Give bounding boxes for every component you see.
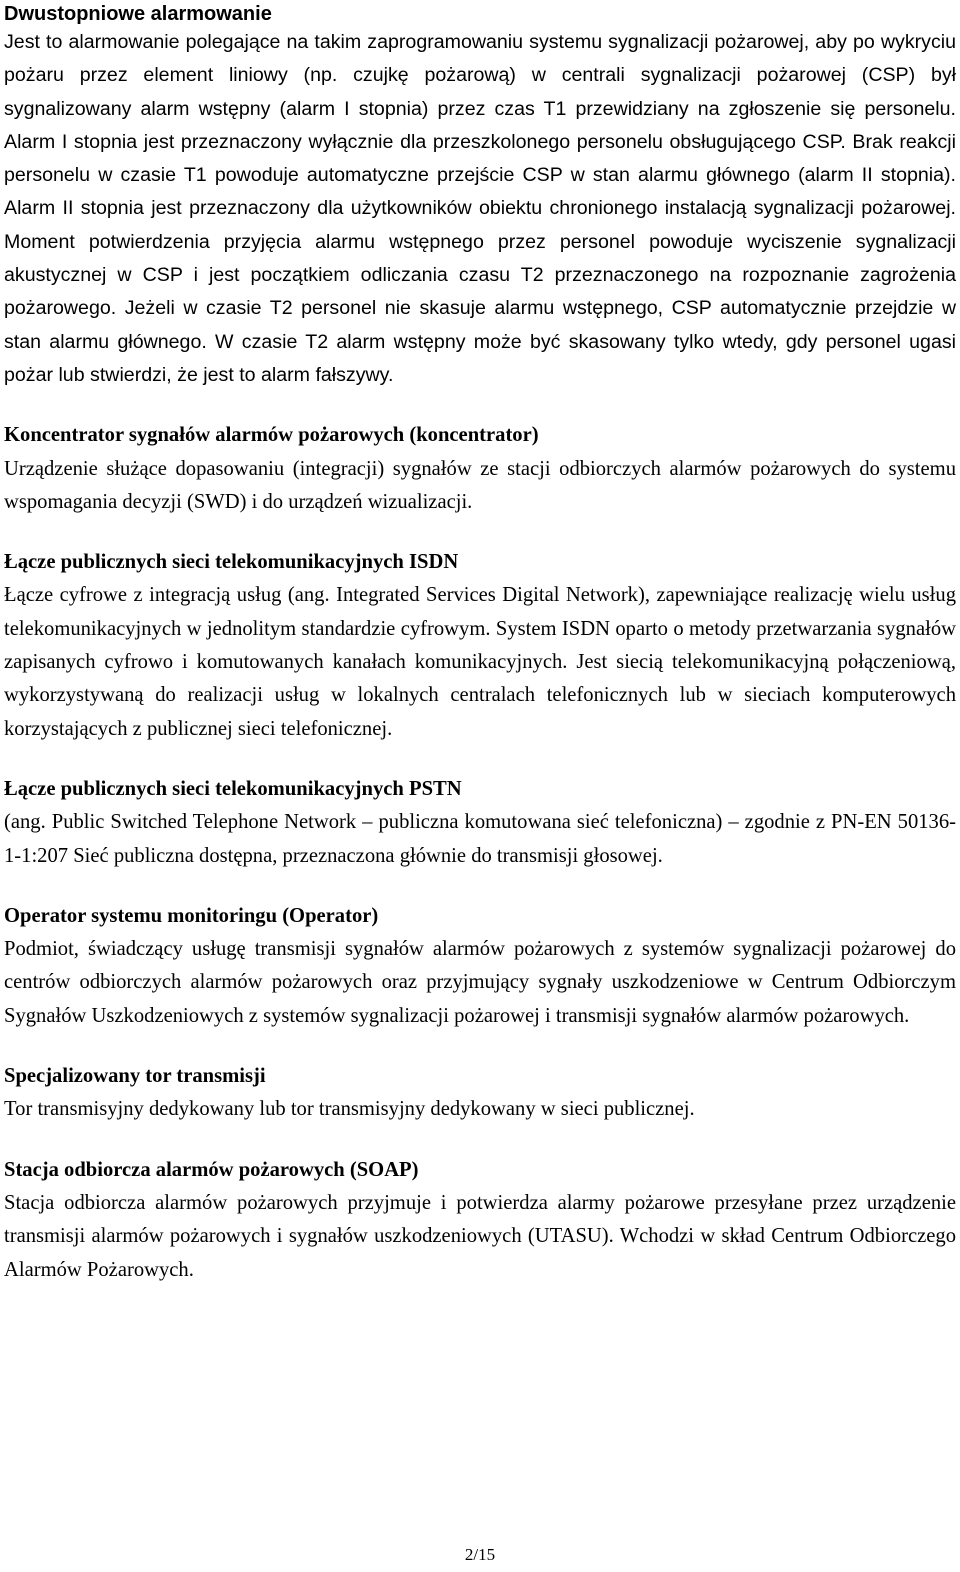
section-pstn (4, 773, 956, 873)
section-body: Tor transmisyjny dedykowany lub tor transmisyjny dedykowany w sieci publicznej. (4, 1098, 695, 1121)
section-heading: Łącze publicznych sieci telekomunikacyjnych PSTN (4, 777, 462, 800)
section-body: Stacja odbiorcza alarmów pożarowych przyjmuje i potwierdza alarmy pożarowe przesyłane przez urządzenie transmisji alarmów pożarowych i sygnałów uszkodzeniowych (UTASU). Wchodzi w skład Centrum Odbiorczego Alarmów Pożarowych. (4, 1191, 956, 1281)
section-heading: Dwustopniowe alarmowanie (4, 3, 272, 25)
section-koncentrator (4, 419, 956, 519)
section-isdn (4, 546, 956, 746)
section-body: Łącze cyfrowe z integracją usług (ang. Integrated Services Digital Network), zapewniające realizację wielu usług telekomunikacyjnych w jednolitym standardzie cyfrowym. System ISDN oparto o metody przetwarzania sygnałów zapisanych cyfrowo i komutowanych kanałach komunikacyjnych. Jest siecią telekomunikacyjną połączeniową, wykorzystywaną do realizacji usług w lokalnych centralach telefonicznych lub w sieciach komputerowych korzystających z publicznej sieci telefonicznej. (4, 584, 956, 740)
section-body: Urządzenie służące dopasowaniu (integracji) sygnałów ze stacji odbiorczych alarmów pożarowych do systemu wspomagania decyzji (SWD) i do urządzeń wizualizacji. (4, 457, 956, 513)
section-heading: Stacja odbiorcza alarmów pożarowych (SOAP) (4, 1158, 419, 1181)
section-body: Podmiot, świadczący usługę transmisji sygnałów alarmów pożarowych z systemów sygnalizacji pożarowej do centrów odbiorczych alarmów pożarowych oraz przyjmujący sygnały uszkodzeniowe w Centrum Odbiorczym Sygnałów Uszkodzeniowych z systemów sygnalizacji pożarowej i transmisji sygnałów alarmów pożarowych. (4, 938, 956, 1027)
section-heading: Specjalizowany tor transmisji (4, 1065, 266, 1088)
section-heading: Operator systemu monitoringu (Operator) (4, 904, 379, 927)
section-tor-transmisji (4, 1060, 956, 1127)
section-heading: Łącze publicznych sieci telekomunikacyjnych ISDN (4, 551, 459, 574)
section-heading: Koncentrator sygnałów alarmów pożarowych (koncentrator) (4, 424, 539, 447)
section-body: (ang. Public Switched Telephone Network – publiczna komutowana sieć telefoniczna) – zgodnie z PN-EN 50136-1-1:207 Sieć publiczna dostępna, przeznaczona głównie do transmisji głosowej. (4, 811, 956, 867)
section-body: Jest to alarmowanie polegające na takim zaprogramowaniu systemu sygnalizacji pożarowej, aby po wykryciu pożaru przez element liniowy (np. czujkę pożarową) w centrali sygnalizacji pożarowej (CSP) był sygnalizowany alarm wstępny (alarm I stopnia) przez czas T1 przewidziany na zgłoszenie się personelu. Alarm I stopnia jest przeznaczony wyłącznie dla przeszkolonego personelu obsługującego CSP. Brak reakcji personelu w czasie T1 powoduje automatyczne przejście CSP w stan alarmu głównego (alarm II stopnia). Alarm II stopnia jest przeznaczony dla użytkowników obiektu chronionego instalacją sygnalizacji pożarowej. Moment potwierdzenia przyjęcia alarmu wstępnego przez personel powoduje wyciszenie sygnalizacji akustycznej w CSP i jest początkiem odliczania czasu T2 przeznaczonego na rozpoznanie zagrożenia pożarowego. Jeżeli w czasie T2 personel nie skasuje alarmu wstępnego, CSP automatycznie przejdzie w stan alarmu głównego. W czasie T2 alarm wstępny może być skasowany tylko wtedy, gdy personel ugasi pożar lub stwierdzi, że jest to alarm fałszywy. (4, 31, 956, 386)
page-number: 2/15 (464, 1545, 496, 1564)
intro-section (4, 0, 956, 392)
section-soap (4, 1154, 956, 1287)
section-operator (4, 900, 956, 1033)
